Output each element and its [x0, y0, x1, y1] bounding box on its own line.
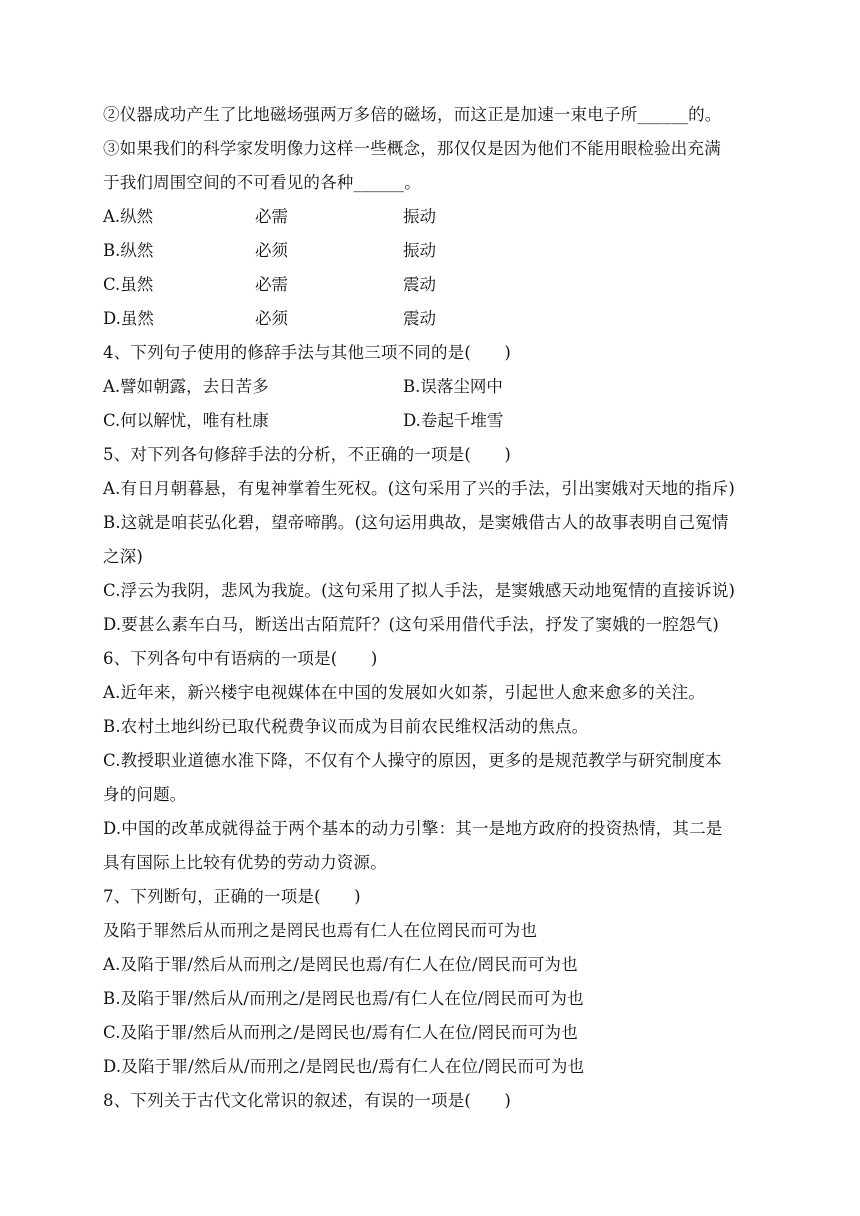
q6-stem: 6、下列各句中有语病的一项是( ): [103, 649, 378, 668]
q4-option-c: C.何以解忧，唯有杜康: [103, 411, 269, 430]
q3-option-d-word-2: 必须: [255, 309, 288, 328]
q5-option-c: C.浮云为我阴，悲风为我旋。(这句采用了拟人手法，是窦娥感天动地冤情的直接诉说): [103, 581, 736, 600]
q6-option-c-line-2: 身的问题。: [103, 785, 187, 804]
q7-option-c: C.及陷于罪/然后从而刑之/是罔民也/焉有仁人在位/罔民而可为也: [103, 1023, 578, 1042]
q6-option-d-line-1: D.中国的改革成就得益于两个基本的动力引擎：其一是地方政府的投资热情，其二是: [103, 819, 723, 838]
q7-option-a: A.及陷于罪/然后从而刑之/是罔民也焉/有仁人在位/罔民而可为也: [103, 955, 578, 974]
q7-option-d: D.及陷于罪/然后从/而刑之/是罔民也/焉有仁人在位/罔民而可为也: [103, 1057, 585, 1076]
q5-option-b-line-2: 之深): [103, 547, 144, 566]
q7-passage: 及陷于罪然后从而刑之是罔民也焉有仁人在位罔民而可为也: [103, 921, 538, 940]
q4-option-b: B.误落尘网中: [403, 377, 503, 396]
q3-option-b-word-3: 振动: [403, 241, 436, 260]
q3-sentence-2: ②仪器成功产生了比地磁场强两万多倍的磁场，而这正是加速一束电子所______的。: [103, 105, 722, 124]
q7-stem: 7、下列断句，正确的一项是( ): [103, 887, 361, 906]
q8-stem: 8、下列关于古代文化常识的叙述，有误的一项是( ): [103, 1091, 512, 1110]
q5-option-a: A.有日月朝暮悬，有鬼神掌着生死权。(这句采用了兴的手法，引出窦娥对天地的指斥): [103, 479, 736, 498]
q3-option-c-word-3: 震动: [403, 275, 436, 294]
q3-sentence-3-line-2: 于我们周围空间的不可看见的各种______。: [103, 173, 421, 192]
q5-stem: 5、对下列各句修辞手法的分析，不正确的一项是( ): [103, 445, 512, 464]
q3-option-b-label: B.纵然: [103, 241, 154, 260]
q3-option-a-label: A.纵然: [103, 207, 154, 226]
q4-stem: 4、下列句子使用的修辞手法与其他三项不同的是( ): [103, 343, 512, 362]
q3-option-d-word-3: 震动: [403, 309, 436, 328]
q7-option-b: B.及陷于罪/然后从/而刑之/是罔民也焉/有仁人在位/罔民而可为也: [103, 989, 584, 1008]
q3-option-c-label: C.虽然: [103, 275, 154, 294]
q6-option-a: A.近年来，新兴楼宇电视媒体在中国的发展如火如荼，引起世人愈来愈多的关注。: [103, 683, 706, 702]
q3-option-c-word-2: 必需: [255, 275, 288, 294]
q6-option-d-line-2: 具有国际上比较有优势的劳动力资源。: [103, 853, 387, 872]
q3-sentence-3-line-1: ③如果我们的科学家发明像力这样一些概念，那仅仅是因为他们不能用眼检验出充满: [103, 139, 721, 158]
q5-option-b-line-1: B.这就是咱苌弘化碧，望帝啼鹃。(这句运用典故，是窦娥借古人的故事表明自己冤情: [103, 513, 729, 532]
q6-option-c-line-1: C.教授职业道德水准下降，不仅有个人操守的原因，更多的是规范教学与研究制度本: [103, 751, 722, 770]
q4-option-d: D.卷起千堆雪: [403, 411, 504, 430]
q3-option-b-word-2: 必须: [255, 241, 288, 260]
q4-option-a: A.譬如朝露，去日苦多: [103, 377, 269, 396]
q3-option-d-label: D.虽然: [103, 309, 154, 328]
q3-option-a-word-2: 必需: [255, 207, 288, 226]
q3-option-a-word-3: 振动: [403, 207, 436, 226]
q5-option-d: D.要甚么素车白马，断送出古陌荒阡？(这句采用借代手法，抒发了窦娥的一腔怨气): [103, 615, 720, 634]
q6-option-b: B.农村土地纠纷已取代税费争议而成为目前农民维权活动的焦点。: [103, 717, 589, 736]
